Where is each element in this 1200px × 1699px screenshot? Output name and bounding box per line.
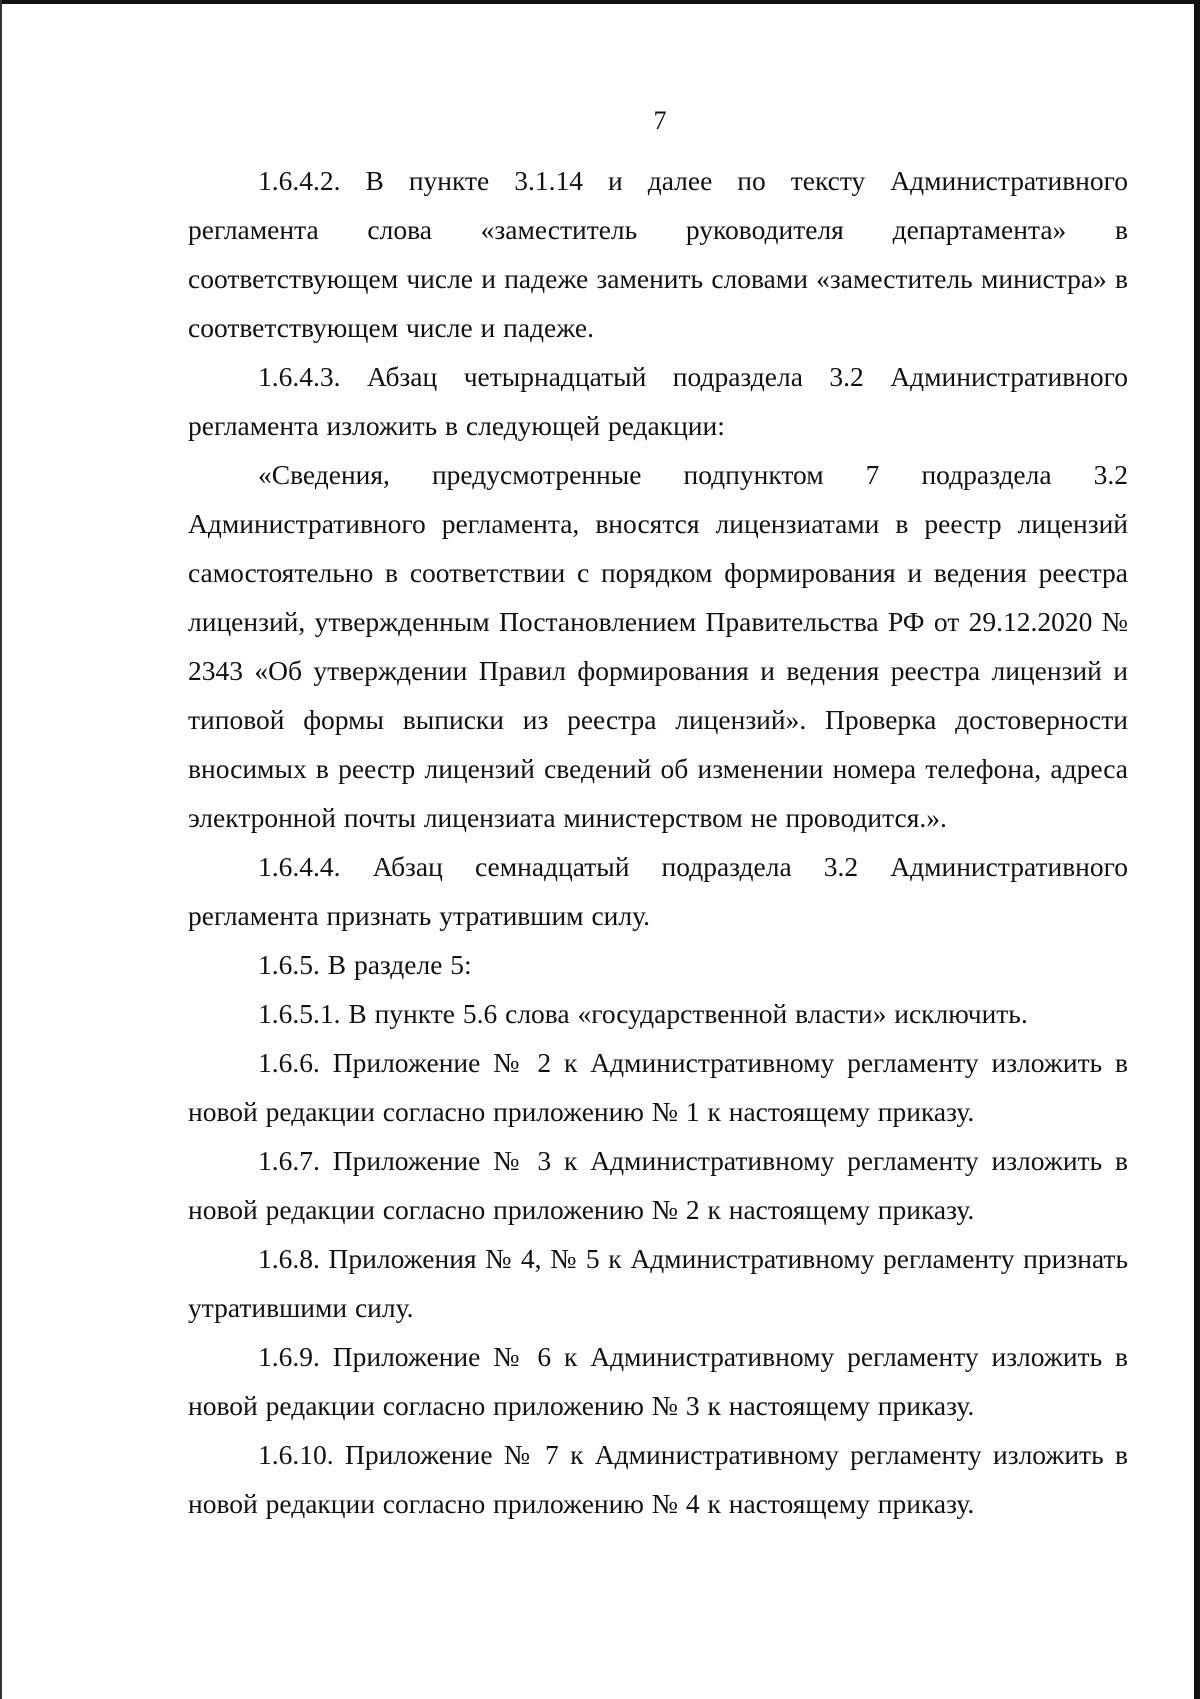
paragraph-1-6-5-1: 1.6.5.1. В пункте 5.6 слова «государственной власти» исключить. <box>258 998 1028 1029</box>
paragraph-1-6-6: 1.6.6. Приложение № 2 к Административному регламенту изложить в новой редакции согласно приложению № 1 к настоящему приказу. <box>188 1047 1128 1127</box>
paragraph-1-6-7: 1.6.7. Приложение № 3 к Административному регламенту изложить в новой редакции согласно приложению № 2 к настоящему приказу. <box>188 1145 1128 1225</box>
paragraph-1-6-10: 1.6.10. Приложение № 7 к Административному регламенту изложить в новой редакции согласно приложению № 4 к настоящему приказу. <box>188 1439 1128 1519</box>
paragraph-1-6-8: 1.6.8. Приложения № 4, № 5 к Административному регламенту признать утратившими силу. <box>188 1243 1128 1323</box>
document-body <box>188 156 1128 1528</box>
page-number: 7 <box>653 106 667 135</box>
paragraph-1-6-5: 1.6.5. В разделе 5: <box>258 949 472 980</box>
paragraph-1-6-4-3: 1.6.4.3. Абзац четырнадцатый подраздела 3.2 Административного регламента изложить в следующей редакции: <box>188 361 1128 441</box>
paragraph-1-6-4-4: 1.6.4.4. Абзац семнадцатый подраздела 3.2 Административного регламента признать утратившим силу. <box>188 851 1128 931</box>
paragraph-1-6-9: 1.6.9. Приложение № 6 к Административному регламенту изложить в новой редакции согласно приложению № 3 к настоящему приказу. <box>188 1341 1128 1421</box>
paragraph-quoted-edit: «Сведения, предусмотренные подпунктом 7 подраздела 3.2 Административного регламента, вносятся лицензиатами в реестр лицензий самостоятельно в соответствии с порядком формирования и ведения реестра лицензий, утвержденным Постановлением Правительства РФ от 29.12.2020 № 2343 «Об утверждении Правил формирования и ведения реестра лицензий и типовой формы выписки из реестра лицензий». Проверка достоверности вносимых в реестр лицензий сведений об изменении номера телефона, адреса электронной почты лицензиата министерством не проводится.». <box>188 459 1128 833</box>
paragraph-1-6-4-2: 1.6.4.2. В пункте 3.1.14 и далее по тексту Административного регламента слова «заместитель руководителя департамента» в соответствующем числе и падеже заменить словами «заместитель министра» в соответствующем числе и падеже. <box>188 165 1128 343</box>
